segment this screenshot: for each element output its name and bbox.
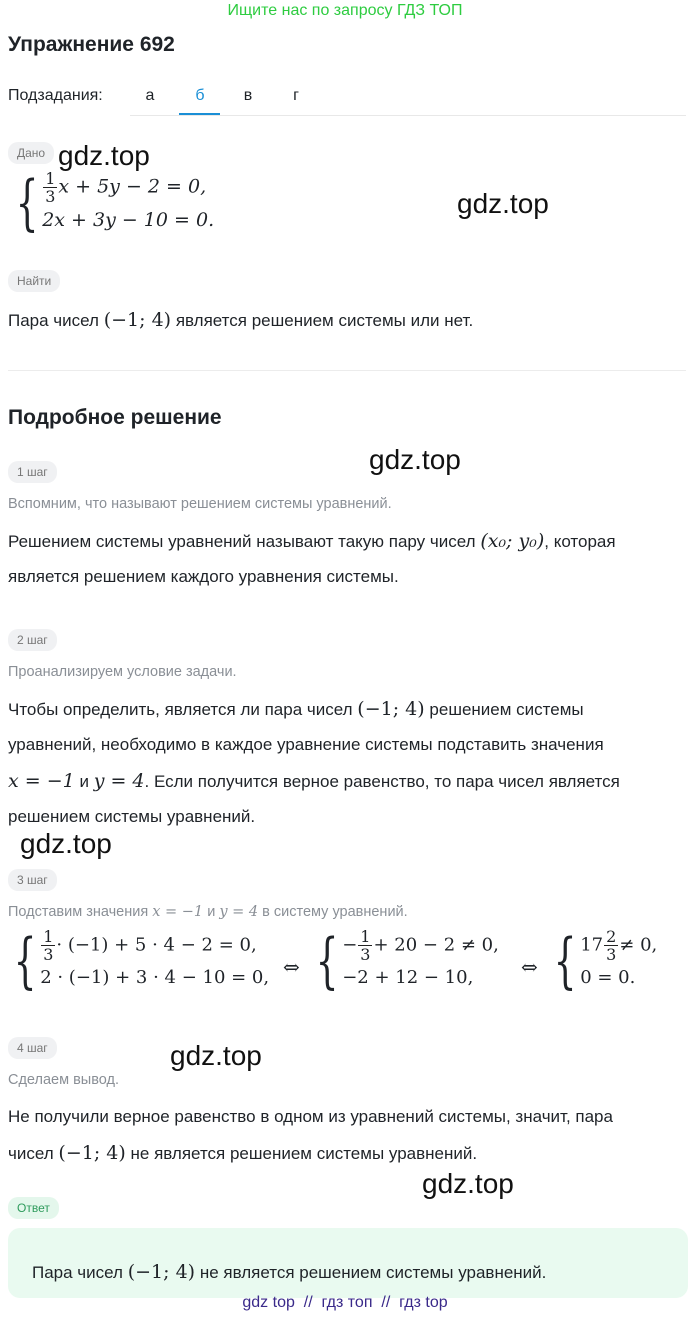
- equivalence-arrow-2: ⇔: [521, 955, 538, 979]
- tab-g[interactable]: г: [293, 87, 299, 104]
- step-2-line-4: решением системы уравнений.: [8, 807, 256, 826]
- given-equation-2: 2x + 3y − 10 = 0.: [42, 209, 215, 231]
- substitution-system-3: [546, 925, 658, 996]
- given-chip: Дано: [8, 142, 54, 164]
- subtasks-label: Подзадания:: [8, 87, 103, 104]
- tab-b[interactable]: б: [195, 87, 205, 104]
- fraction: $\frac{1}{3}$: [43, 927, 54, 964]
- brace: {: [15, 167, 39, 238]
- watermark: gdz.top: [170, 1040, 262, 1071]
- step-1-chip: 1 шаг: [8, 461, 57, 483]
- sub3-equation-1: 17 $\frac{2}{3}$ ≠ 0,: [580, 927, 658, 964]
- sub-equation-2: 2 · (−1) + 3 · 4 − 10 = 0,: [40, 967, 270, 988]
- top-banner[interactable]: Ищите нас по запросу ГДЗ ТОП: [227, 2, 463, 19]
- tab-a[interactable]: а: [145, 87, 155, 104]
- sub3-equation-2: 0 = 0.: [580, 967, 636, 988]
- watermark: gdz.top: [369, 444, 461, 475]
- equivalence-arrow-1: ⇔: [283, 955, 300, 979]
- watermark: gdz.top: [422, 1168, 514, 1199]
- section-divider: [8, 370, 686, 371]
- brace: {: [315, 925, 339, 996]
- step-2-hint: Проанализируем условие задачи.: [8, 664, 237, 680]
- tabs-divider: [130, 115, 686, 116]
- fraction: $\frac{1}{3}$: [45, 169, 56, 206]
- fraction: $\frac{2}{3}$: [606, 927, 617, 964]
- brace: {: [553, 925, 577, 996]
- watermark: gdz.top: [58, 140, 150, 171]
- footer-links[interactable]: gdz top // гдз топ // гдз top: [242, 1294, 448, 1311]
- step-2-line-2: уравнений, необходимо в каждое уравнение системы подставить значения: [8, 735, 604, 754]
- step-3-chip: 3 шаг: [8, 869, 57, 891]
- brace: {: [13, 925, 37, 996]
- step-4-line-2: чисел (−1; 4) не является решением системы уравнений.: [8, 1142, 478, 1164]
- substitution-system-2: [308, 925, 499, 996]
- find-chip: Найти: [8, 270, 60, 292]
- step-1-hint: Вспомним, что называют решением системы уравнений.: [8, 496, 392, 512]
- fraction: $\frac{1}{3}$: [360, 927, 371, 964]
- step-2-chip: 2 шаг: [8, 629, 57, 651]
- answer-text: Пара чисел (−1; 4) не является решением системы уравнений.: [32, 1261, 547, 1283]
- answer-chip: Ответ: [8, 1197, 59, 1219]
- watermark: gdz.top: [20, 828, 112, 859]
- solution-title: Подробное решение: [8, 406, 222, 429]
- step-2-line-3: x = −1 и y = 4. Если получится верное равенство, то пара чисел является: [8, 770, 620, 792]
- step-4-chip: 4 шаг: [8, 1037, 57, 1059]
- step-1-line-2: является решением каждого уравнения системы.: [8, 567, 399, 586]
- substitution-system-1: [6, 925, 270, 996]
- tab-v[interactable]: в: [243, 87, 253, 104]
- sub2-equation-1: − $\frac{1}{3}$ + 20 − 2 ≠ 0,: [342, 927, 499, 964]
- sub2-equation-2: −2 + 12 − 10,: [342, 967, 474, 988]
- step-4-hint: Сделаем вывод.: [8, 1072, 120, 1088]
- find-text: Пара чисел (−1; 4) является решением системы или нет.: [8, 309, 474, 331]
- page-title: Упражнение 692: [8, 33, 175, 56]
- step-4-line-1: Не получили верное равенство в одном из уравнений системы, значит, пара: [8, 1107, 613, 1126]
- step-2-line-1: Чтобы определить, является ли пара чисел (−1; 4) решением системы: [8, 698, 584, 720]
- given-equation-1: $\frac{1}{3}$ x + 5y − 2 = 0,: [45, 169, 207, 206]
- sub-equation-1: $\frac{1}{3}$ · (−1) + 5 · 4 − 2 = 0,: [43, 927, 257, 964]
- watermark: gdz.top: [457, 188, 549, 219]
- given-system: [8, 167, 215, 238]
- active-tab-indicator: [179, 113, 220, 115]
- step-1-line-1: Решением системы уравнений называют такую пару чисел (x₀; y₀), которая: [8, 530, 616, 552]
- step-3-hint: Подставим значения x = −1 и y = 4 в систему уравнений.: [8, 904, 408, 920]
